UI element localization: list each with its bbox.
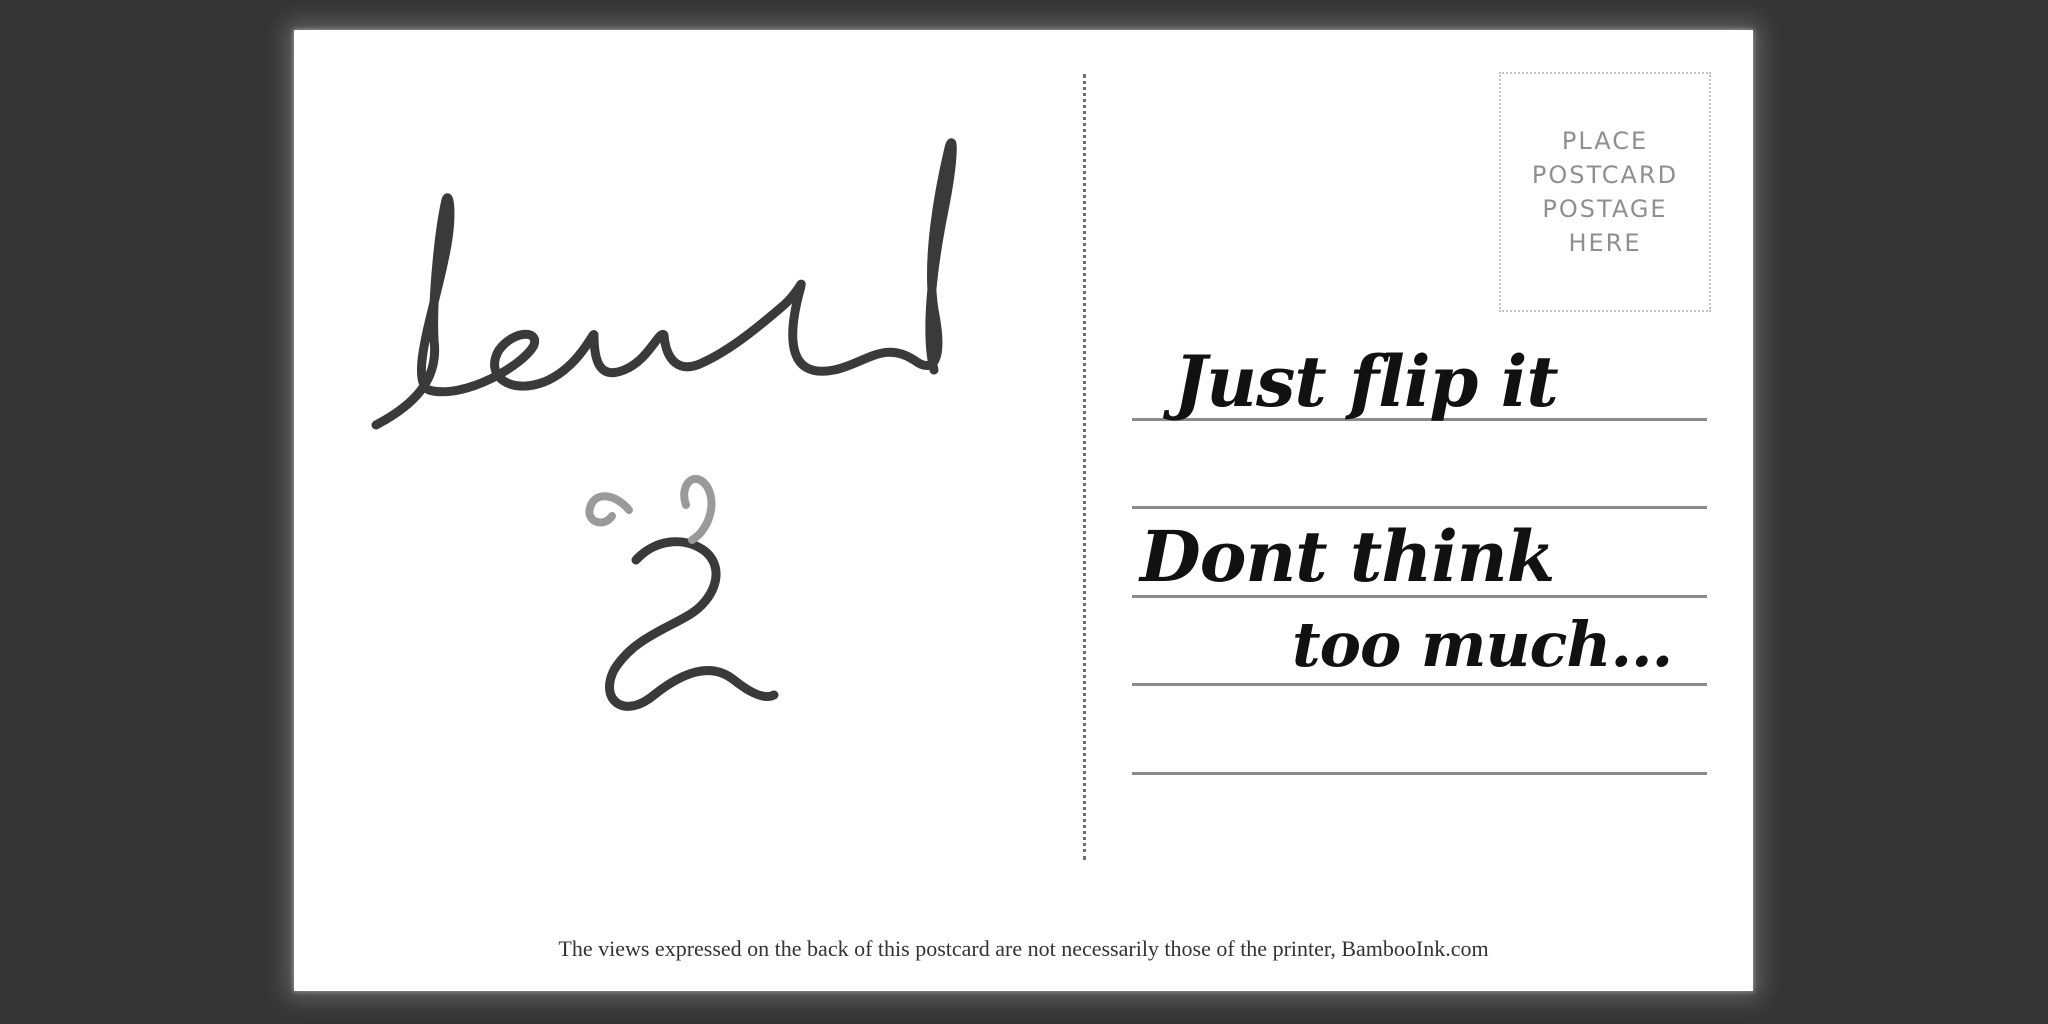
message-line-3: too much... xyxy=(1292,608,1673,681)
scrawl-two xyxy=(610,542,774,707)
scrawl-level xyxy=(376,143,952,425)
scrawl-swirl-left xyxy=(589,496,629,522)
scrawl-swirl-right xyxy=(684,479,711,540)
address-line xyxy=(1132,772,1707,775)
stamp-text-line: POSTAGE xyxy=(1542,195,1668,223)
stamp-box xyxy=(1499,72,1711,312)
stamp-text-line: POSTCARD xyxy=(1531,161,1679,189)
postcard-back xyxy=(294,30,1753,991)
address-line xyxy=(1132,683,1707,686)
center-divider xyxy=(1083,74,1086,860)
stamp-text-line: PLACE xyxy=(1561,127,1649,155)
address-line xyxy=(1132,506,1707,509)
message-line-1: Just flip it xyxy=(1174,340,1558,423)
printer-disclaimer: The views expressed on the back of this postcard are not necessarily those of the printer, BambooInk.com xyxy=(558,936,1489,961)
message-line-2: Dont think xyxy=(1140,515,1555,598)
stamp-text-line: HERE xyxy=(1568,229,1642,257)
